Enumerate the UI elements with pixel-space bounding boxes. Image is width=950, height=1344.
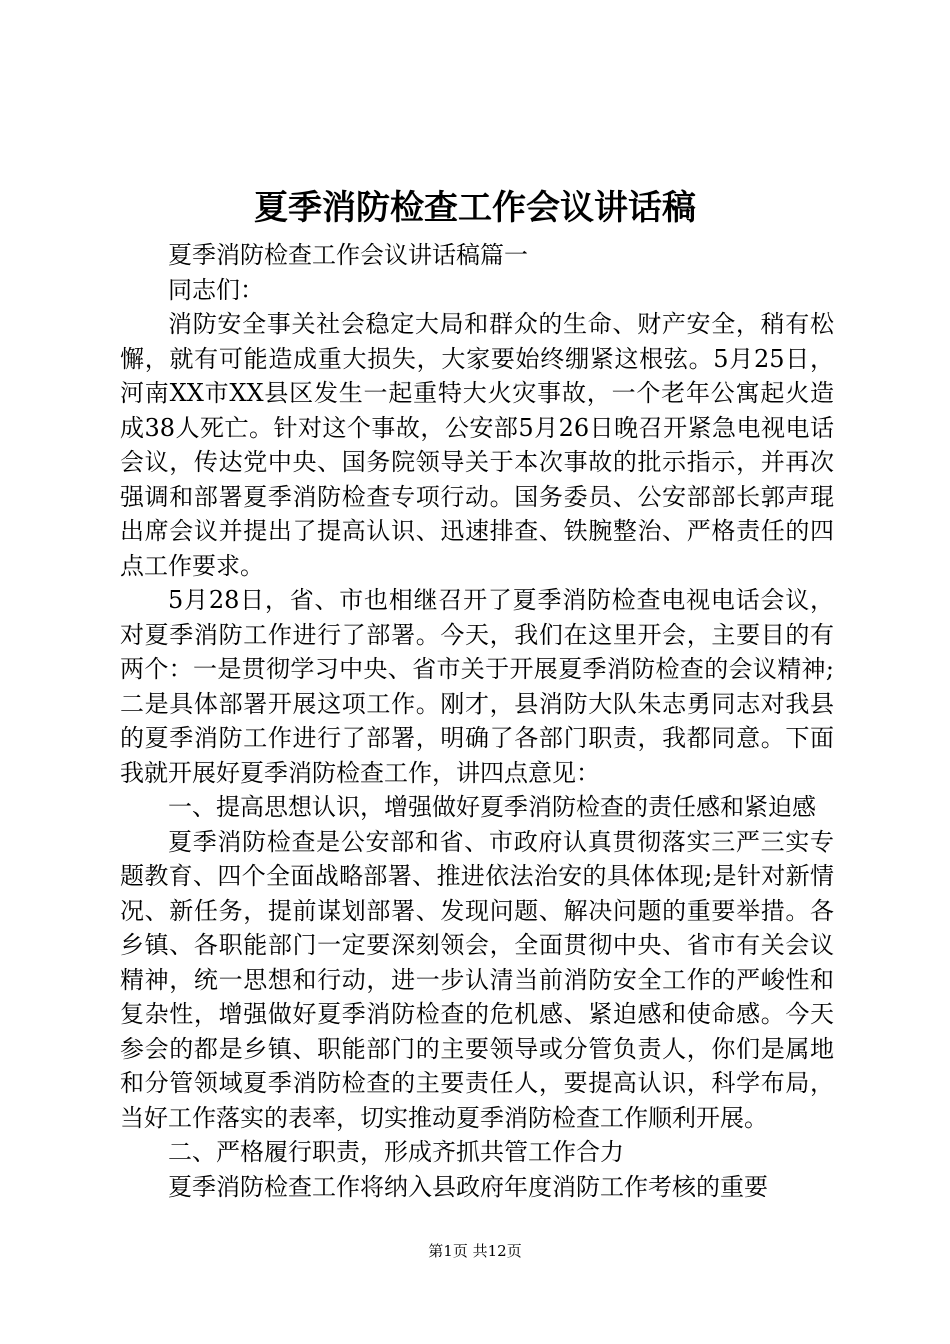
section-heading: 一、提高思想认识，增强做好夏季消防检查的责任感和紧迫感: [168, 793, 816, 821]
paragraph-body: 消防安全事关社会稳定大局和群众的生命、财产安全，稍有松懈，就有可能造成重大损失，大家要始终绷紧这根弦。5月25日，河南XX市XX县区发生一起重特大火灾事故，一个老年公寓起火造成38人死亡。针对这个事故，公安部5月26日晚召开紧急电视电话会议，传达党中央、国务院领导关于本次事故的批示指示，并再次强调和部署夏季消防检查专项行动。国务委员、公安部部长郭声琨出席会议并提出了提高认识、迅速排查、铁腕整治、严格责任的四点工作要求。: [120, 310, 834, 580]
page-number-footer: 第1页 共12页: [428, 1242, 522, 1260]
paragraph-body: 夏季消防检查是公安部和省、市政府认真贯彻落实三严三实专题教育、四个全面战略部署、推进依法治安的具体体现;是针对新情况、新任务，提前谋划部署、发现问题、解决问题的重要举措。各乡镇、各职能部门一定要深刻领会，全面贯彻中央、省市有关会议精神，统一思想和行动，进一步认清当前消防安全工作的严峻性和复杂性，增强做好夏季消防检查的危机感、紧迫感和使命感。今天参会的都是乡镇、职能部门的主要领导或分管负责人，你们是属地和分管领域夏季消防检查的主要责任人，要提高认识，科学布局，当好工作落实的表率，切实推动夏季消防检查工作顺利开展。: [120, 827, 834, 1132]
section-heading: 二、严格履行职责，形成齐抓共管工作合力: [168, 1138, 624, 1166]
document-body: [120, 238, 834, 1204]
document-title: 夏季消防检查工作会议讲话稿: [254, 188, 696, 228]
paragraph-subtitle: 夏季消防检查工作会议讲话稿篇一: [168, 241, 528, 269]
paragraph-body: 夏季消防检查工作将纳入县政府年度消防工作考核的重要: [168, 1172, 768, 1201]
paragraph-body: 5月28日，省、市也相继召开了夏季消防检查电视电话会议，对夏季消防工作进行了部署。今天，我们在这里开会，主要目的有两个：一是贯彻学习中央、省市关于开展夏季消防检查的会议精神;二是具体部署开展这项工作。刚才，县消防大队朱志勇同志对我县的夏季消防工作进行了部署，明确了各部门职责，我都同意。下面我就开展好夏季消防检查工作，讲四点意见：: [120, 586, 834, 787]
paragraph-salutation: 同志们：: [168, 275, 264, 304]
